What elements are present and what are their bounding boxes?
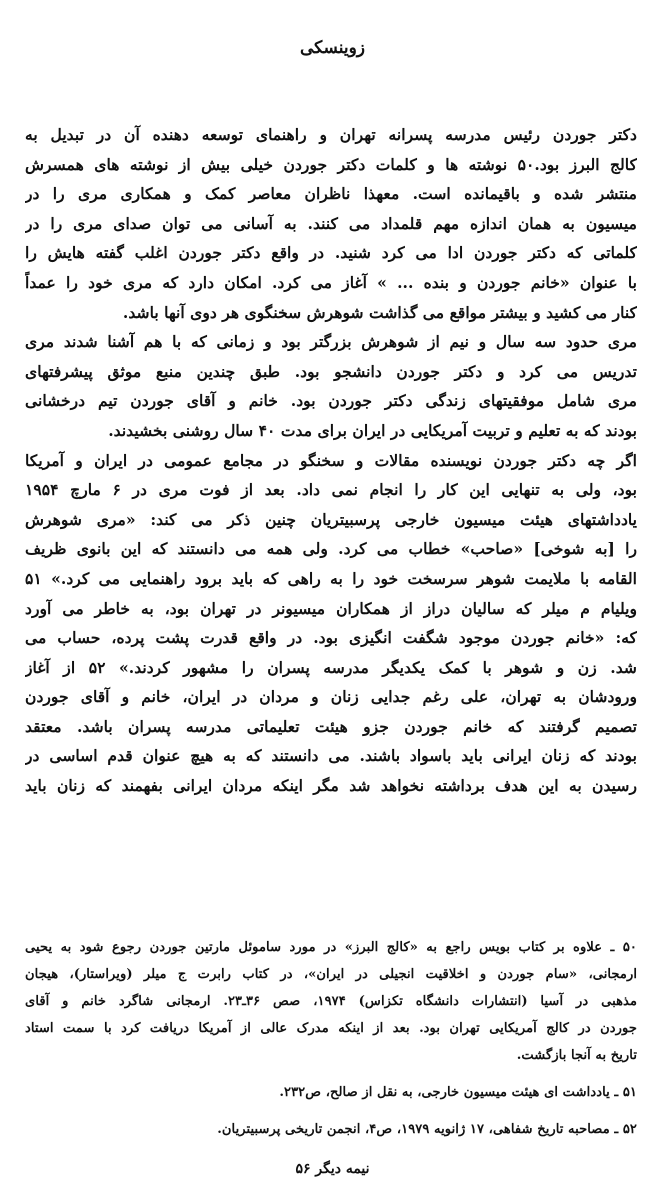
text-line: دکتر جوردن رئیس مدرسه پسرانه تهران و راهنمای توسعه دهنده آن در تبدیل به xyxy=(25,125,637,144)
text-line: یادداشتهای هیئت میسیون خارجی پرسبیتریان چنین ذکر می کند: «مری شوهرش xyxy=(25,509,637,529)
text-line: با عنوان «خانم جوردن و بنده ... » آغاز می کرد. امکان دارد که مری خود را عمداً xyxy=(25,272,637,292)
text-line: را [به شوخی] «صاحب» خطاب می کرد. ولی همه می دانستند که این بانوی ظریف xyxy=(25,539,637,559)
text-line: میسیون به همان اندازه مهم قلمداد می کنند. به آسانی می توان صدای مری را در xyxy=(25,213,637,233)
text-line: کالج البرز بود.۵۰ نوشته ها و کلمات دکتر جوردن خیلی بیش از نوشته های همسرش xyxy=(25,154,637,174)
text-line: تصمیم گرفتند که خانم جوردن جزو هیئت تعلیماتی مدرسه پسران باشد. معتقد xyxy=(25,716,637,736)
text-line: بود، ولی به تنهایی این کار را انجام نمی داد. بعد از فوت مری در ۶ مارچ ۱۹۵۴ xyxy=(25,480,637,500)
text-line: اگر چه دکتر جوردن نویسنده مقالات و سخنگو در مجامع عمومی در ایران و آمریکا xyxy=(25,450,637,470)
footnote-52 xyxy=(25,1116,637,1143)
text-line: که: «خانم جوردن موجود شگفت انگیزی بود. در واقع قدرت پشت پرده، حساب می xyxy=(25,628,637,648)
footnote-line: تاریخ به آنجا بازگشت. xyxy=(516,1048,637,1063)
footnotes xyxy=(25,934,637,1153)
text-line: القامه با ملایمت شوهر سرسخت خود را به راهی که باید برود راهنمایی می کرد.» ۵۱ xyxy=(25,568,637,588)
footnote-line: ۵۱ ـ یادداشت ای هیئت میسیون خارجی، به نقل از صالح، ص۲۳۲. xyxy=(279,1085,637,1100)
text-line: بودند که زنان ایرانی باید باسواد باشند. می دانستند که به هیچ عنوان قدم اساسی در xyxy=(25,746,637,766)
footnote-51 xyxy=(25,1079,637,1106)
footnote-line: ۵۰ ـ علاوه بر کتاب بویس راجع به «کالج البرز» در مورد ساموئل مارتین جوردن رجوع شود به یحیی xyxy=(25,940,637,955)
text-line: ورودشان به تهران، علی رغم جدایی زنان و مردان در ایران، خانم و آقای جوردن xyxy=(25,687,637,707)
main-text xyxy=(25,120,637,801)
text-line: ویلیام م میلر که سالیان دراز از همکاران میسیونر در تهران بود، به خاطر می آورد xyxy=(25,598,637,618)
text-line: کلماتی که دکتر جوردن ادا می کرد شنید. در واقع دکتر جوردن اغلب گفته هایش را xyxy=(25,243,637,263)
page-footer: نیمه دیگر ۵۶ xyxy=(295,1161,370,1177)
text-line: تدریس می کرد و دکتر جوردن دانشجو بود. طبق چندین منبع موثق پیشرفتهای xyxy=(25,361,637,381)
footnote-line: ارمجانی، «سام جوردن و اخلاقیت انجیلی در ایران»، در کتاب رابرت ج میلر (ویراستار)، هیجان xyxy=(25,967,637,982)
text-line: رسیدن به این هدف برداشته نخواهد شد مگر اینکه مردان ایرانی بفهمند که زنان باید xyxy=(25,776,637,796)
text-line: بودند که به تعلیم و تربیت آمریکایی در ایران برای مدت ۴۰ سال روشنی بخشیدند. xyxy=(108,420,637,440)
text-line: منتشر شده و باقیمانده است. معهذا ناظران معاصر کمک و همکاری مری را در xyxy=(25,184,637,204)
text-line: مری حدود سه سال و نیم از شوهرش بزرگتر بود و زمانی که با هم آشنا شدند مری xyxy=(25,332,637,352)
running-header: زوینسکی xyxy=(299,38,365,58)
text-line: کنار می کشید و بیشتر مواقع می گذاشت شوهرش سخنگوی هر دوی آنها باشد. xyxy=(122,302,637,322)
text-line: مری شامل موفقیتهای زندگی دکتر جوردن بود. خانم و آقای جوردن تیم درخشانی xyxy=(25,391,637,411)
text-line: شد. زن و شوهر با کمک یکدیگر مدرسه پسران را مشهور کردند.» ۵۲ از آغاز xyxy=(25,657,637,677)
footnote-line: ۵۲ ـ مصاحبه تاریخ شفاهی، ۱۷ ژانویه ۱۹۷۹، ص۴، انجمن تاریخی پرسبیتریان. xyxy=(217,1122,637,1137)
footnote-line: مذهبی در آسیا (انتشارات دانشگاه تکزاس) ۱۹۷۴، صص ۳۶ـ۲۳. ارمجانی شاگرد خانم و آقای xyxy=(25,994,637,1009)
footnote-line: جوردن در کالج آمریکایی تهران بود. بعد از اینکه مدرک عالی از آمریکا دریافت کرد با سمت استاد xyxy=(25,1021,637,1036)
footnote-50 xyxy=(25,934,637,1069)
